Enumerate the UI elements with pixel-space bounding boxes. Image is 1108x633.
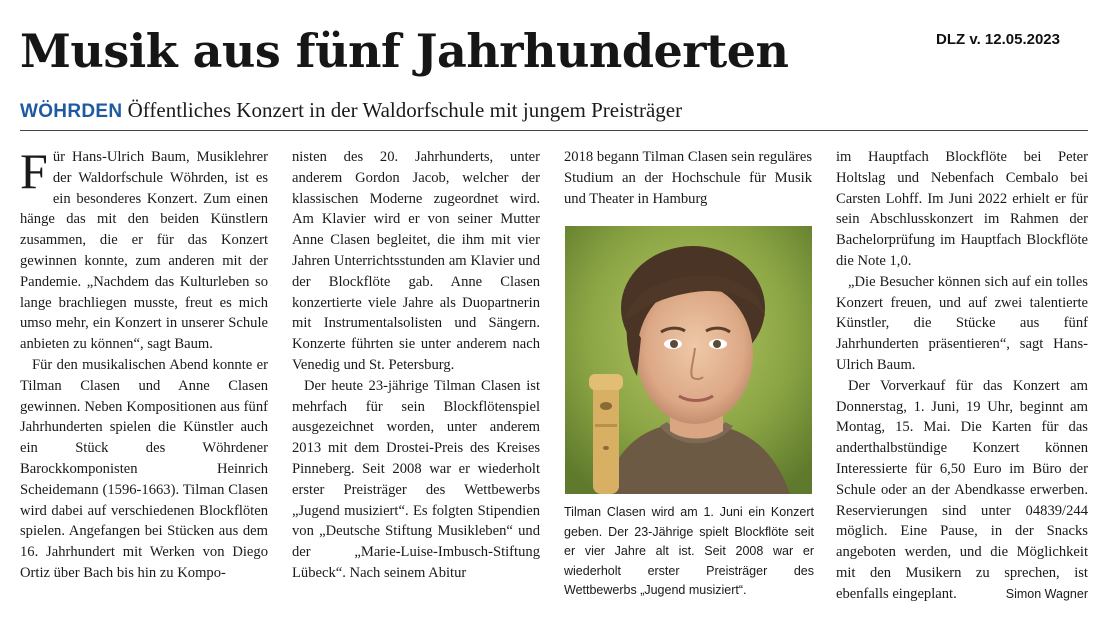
article-column-2 [292, 147, 540, 611]
article-column-1 [20, 147, 268, 611]
drop-cap: F [20, 147, 48, 199]
article-column-3 [564, 147, 812, 227]
paragraph [836, 376, 1088, 605]
subline-text: Öffentliches Konzert in der Waldorfschule mit jungem Preisträger [127, 98, 683, 122]
paragraph: „Die Besucher können sich auf ein tolles Konzert freuen, und auf zwei talentierte Künstler, die Stücke aus fünf Jahrhunderten präsentieren“, sagt Hans-Ulrich Baum. [836, 273, 1088, 373]
paragraph: im Hauptfach Blockflöte bei Peter Holtslag und Nebenfach Cembalo bei Carsten Lohff. Im Juni 2022 erhielt er für sein Abschlusskonzert im Rahmen der Bachelorprüfung im Hauptfach Blockflöte die Note 1,0. [836, 149, 1088, 269]
author-byline: Simon Wagner [1005, 586, 1088, 601]
paragraph: 2018 begann Tilman Clasen sein reguläres Studium an der Hochschule für Musik und Theater in Hamburg [564, 149, 812, 207]
headline-rule [20, 130, 1088, 131]
subline [20, 98, 682, 124]
paragraph [20, 147, 268, 355]
paragraph: Der heute 23-jährige Tilman Clasen ist mehrfach für sein Blockflötenspiel ausgezeichnet worden, unter anderem 2013 mit dem Drostei-Preis des Kreises Pinneberg. Seit 2008 war er wiederholt erster Preisträger des Wettbewerbs „Jugend musiziert“. Es folgten Stipendien von „Deutsche Stiftung Musikleben“ und der „Marie-Luise-Imbusch-Stiftung Lübeck“. Nach seinem Abitur [292, 377, 540, 581]
photo-caption: Tilman Clasen wird am 1. Juni ein Konzert geben. Der 23-Jährige spielt Blockflöte seit er vier Jahre alt ist. Seit 2008 war er wiederholt erster Preisträger des Wettbewerbs „Jugend musiziert“. [564, 505, 814, 597]
paragraph-text: ür Hans-Ulrich Baum, Musiklehrer der Waldorfschule Wöhrden, ist es ein besonderes Konzert. Zum einen hänge das mit den beiden Künstlern zusammen, die er für das Konzert gewinnen konnte, zum anderen mit der Pandemie. „Nachdem das Kulturleben so lange brachliegen musste, freut es mich umso mehr, ein Konzert in unserer Schule anbieten zu können“, sagt Baum. [20, 149, 268, 353]
dateline: DLZ v. 12.05.2023 [936, 31, 1060, 48]
paragraph: nisten des 20. Jahrhunderts, unter anderem Gordon Jacob, welcher der klassischen Moderne zugeordnet wird. Am Klavier wird er von seiner Mutter Anne Clasen begleitet, die ihm mit vier Jahren Unterrichtsstunden am Klavier und der Blockflöte gab. Anne Clasen konzertierte viele Jahre als Duopartnerin mit Instrumentalsolisten und Sängern. Konzerte führten sie unter anderem nach Venedig und St. Petersburg. [292, 149, 540, 373]
paragraph: Für den musikalischen Abend konnte er Tilman Clasen und Anne Clasen gewinnen. Neben Kompositionen aus fünf Jahrhunderten spielen die Künstler auch ein Stück des Wöhrdener Barockkomponisten Heinrich Scheidemann (1596-1663). Tilman Clasen wird dabei auf verschiedenen Blockflöten spielen. Angefangen bei Stücken aus dem 16. Jahrhundert mit Werken von Diego Ortiz über Bach bis hin zu Kompo- [20, 356, 268, 581]
paragraph-text: Der Vorverkauf für das Konzert am Donnerstag, 1. Juni, 19 Uhr, beginnt am Montag, 15. Mai. Die Karten für das anderthalbstündige Konzert können Interessierte für 6,50 Euro im Büro der Schule oder an der Abendkasse erwerben. Reservierungen sind unter 04839/244 möglich. Eine Pause, in der Snacks angeboten werden, und die Möglichkeit mit den Musikern zu sprechen, ist ebenfalls eingeplant. [836, 377, 1088, 602]
portrait-illustration [565, 226, 812, 494]
portrait-photo [565, 226, 812, 494]
subline-kicker: WÖHRDEN [20, 101, 123, 122]
article-column-4 [836, 147, 1088, 611]
headline: Musik aus fünf Jahrhunderten [20, 24, 789, 78]
